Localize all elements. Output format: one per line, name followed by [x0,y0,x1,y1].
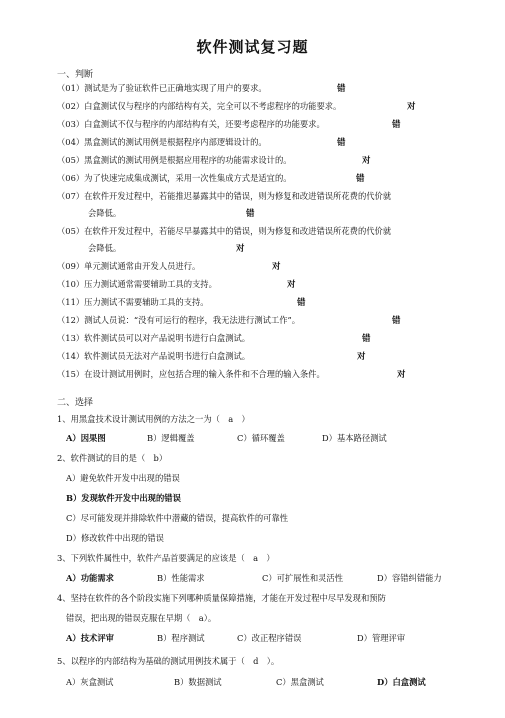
choice-question-2: 2、软件测试的目的是（ b） [57,453,168,463]
judgement-answer-03: 错 [392,120,401,130]
judgement-item-07: （07）在软件开发过程中，若能推迟暴露其中的错误，则为修复和改进错误所花费的代价就 [57,191,392,201]
judgement-item-09: （09）单元测试通常由开发人员进行。 [57,261,201,271]
judgement-item-15: （15）在设计测试用例时，应包括合理的输入条件和不合理的输入条件。 [57,369,325,379]
choice-question-4-cont: 错误，把出现的错误克服在早期（ a）。 [66,613,217,623]
choice-5-option-d: D）白盒测试 [377,677,426,687]
judgement-item-10: （10）压力测试通常需要辅助工具的支持。 [57,279,217,289]
judgement-answer-14: 对 [357,352,366,362]
judgement-item-08: （05）在软件开发过程中，若能尽早暴露其中的错误，则为修复和改进错误所花费的代价就 [57,226,392,236]
judgement-item-03: （03）白盒测试不仅与程序的内部结构有关，还要考虑程序的功能要求。 [57,119,325,129]
judgement-item-14: （14）软件测试员无法对产品说明书进行白盒测试。 [57,351,251,361]
judgement-answer-08: 对 [236,244,245,254]
choice-4-option-a: A）技术评审 [66,633,114,643]
section-choice-heading: 二、选择 [57,398,94,408]
judgement-answer-01: 错 [337,84,346,94]
choice-4-option-d: D）管理评审 [357,633,406,643]
choice-3-option-a: A）功能需求 [66,573,114,583]
judgement-answer-13: 错 [362,334,371,344]
judgement-answer-04: 错 [337,138,346,148]
section-judgement-heading: 一、判断 [57,70,94,80]
judgement-answer-12: 错 [392,316,401,326]
page-title: 软件测试复习题 [196,38,309,56]
choice-3-option-d: D）容错纠错能力 [377,573,442,583]
choice-2-option-c: C）尽可能发现并排除软件中潜藏的错误，提高软件的可靠性 [66,513,289,523]
judgement-item-06: （06）为了快速完成集成测试，采用一次性集成方式是适宜的。 [57,173,292,183]
choice-4-option-b: B）程序测试 [157,633,205,643]
choice-5-option-c: C）黑盒测试 [276,677,324,687]
judgement-item-13: （13）软件测试员可以对产品说明书进行白盒测试。 [57,333,251,343]
judgement-item-12: （12）测试人员说：“没有可运行的程序，我无法进行测试工作”。 [57,315,301,325]
choice-1-option-a: A）因果图 [66,433,106,443]
choice-question-1: 1、用黑盒技术设计测试用例的方法之一为（ a ） [57,414,250,424]
choice-1-option-c: C）循环覆盖 [237,433,285,443]
judgement-answer-07: 错 [246,209,255,219]
judgement-item-08-cont: 会降低。 [88,243,122,253]
judgement-answer-02: 对 [407,102,416,112]
choice-4-option-c: C）改正程序错误 [237,633,302,643]
choice-3-option-c: C）可扩展性和灵活性 [262,573,344,583]
judgement-item-01: （01）测试是为了验证软件已正确地实现了用户的要求。 [57,83,267,93]
judgement-answer-11: 错 [297,298,306,308]
judgement-item-04: （04）黑盒测试的测试用例是根据程序内部逻辑设计的。 [57,137,267,147]
choice-2-option-b: B）发现软件开发中出现的错误 [66,493,181,503]
choice-question-5: 5、以程序的内部结构为基础的测试用例技术属于（ d ）。 [57,656,280,666]
judgement-answer-06: 错 [356,174,365,184]
judgement-item-11: （11）压力测试不需要辅助工具的支持。 [57,297,209,307]
judgement-item-05: （05）黑盒测试的测试用例是根据应用程序的功能需求设计的。 [57,155,292,165]
judgement-answer-15: 对 [397,370,406,380]
choice-question-4: 4、坚持在软件的各个阶段实施下列哪种质量保障措施，才能在开发过程中尽早发现和预防 [57,593,386,603]
judgement-answer-05: 对 [362,156,371,166]
judgement-item-02: （02）白盒测试仅与程序的内部结构有关，完全可以不考虑程序的功能要求。 [57,101,342,111]
choice-2-option-d: D）修改软件中出现的错误 [66,533,164,543]
choice-5-option-b: B）数据测试 [174,677,222,687]
choice-1-option-d: D）基本路径测试 [322,433,387,443]
choice-5-option-a: A）灰盒测试 [66,677,114,687]
choice-2-option-a: A）避免软件开发中出现的错误 [66,473,180,483]
judgement-answer-09: 对 [272,262,281,272]
judgement-item-07-cont: 会降低。 [88,208,122,218]
choice-1-option-b: B）逻辑覆盖 [147,433,195,443]
choice-question-3: 3、下列软件属性中，软件产品首要满足的应该是（ a ） [57,553,275,563]
judgement-answer-10: 对 [287,280,296,290]
choice-3-option-b: B）性能需求 [157,573,205,583]
